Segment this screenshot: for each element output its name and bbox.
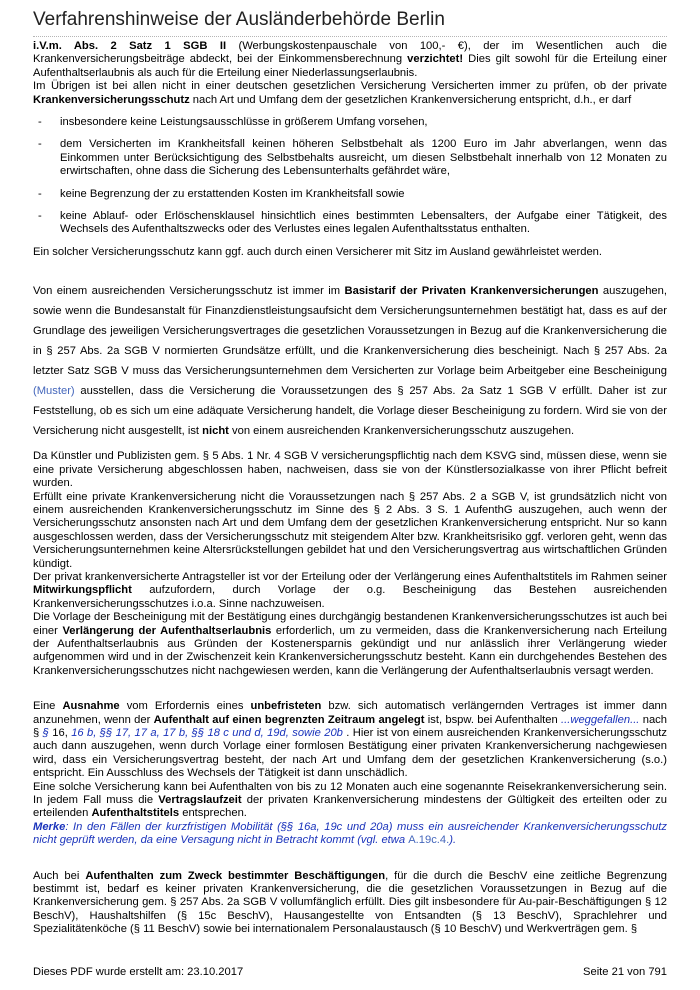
document-body — [33, 40, 667, 937]
paragraph-reisekrankenversicherung: Eine solche Versicherung kann bei Aufenthalten von bis zu 12 Monaten auch eine sogenannte Reisekrankenversicherung sein. In jedem Fall muss die Vertragslaufzeit der privaten Krankenversicherung mindestens der Gültigkeit des erteilten oder zu erteilenden Aufenthaltstitels entsprechen. — [33, 780, 667, 820]
paragraph-kuenstler: Da Künstler und Publizisten gem. § 5 Abs. 1 Nr. 4 SGB V versicherungspflichtig nach dem KSVG sind, müssen diese, wenn sie eine private Versicherung abgeschlossen haben, nachweisen, dass sie von der Künstlersozialkasse von ihrer Pflicht befreit wurden. — [33, 450, 667, 490]
paragraph-ausnahme: Eine Ausnahme vom Erfordernis eines unbefristeten bzw. sich automatisch verlängernden Vertrages ist immer dann anzunehmen, wenn der Aufenthalt auf einen begrenzten Zeitraum angelegt ist, bspw. bei Aufenthalten ...weggefallen... nach § § 16, 16 b, §§ 17, 17 a, 17 b, §§ 18 c und d, 19d, sowie 20b . Hier ist von einem ausreichenden Krankenversicherungsschutz auch dann auszugehen, wenn durch Vorlage einer formlosen Bestätigung einer privaten Krankenversicherung nachgewiesen wird, dass ein Versicherungsvertrag besteht, der nach Art und Umfang dem der gesetzlichen Krankenversicherung (s.o.) entspricht. Ein Ausschluss des Wechsels der Tätigkeit ist dann unschädlich. — [33, 700, 668, 780]
a19c4-link[interactable]: A.19c.4. — [408, 834, 450, 847]
bold-term: Krankenversicherungsschutz — [33, 93, 190, 106]
bold-term: i.V.m. Abs. 2 Satz 1 SGB II — [33, 40, 227, 52]
bold-term: Aufenthalten zum Zweck bestimmter Beschäftigungen — [85, 869, 386, 882]
bold-term: Mitwirkungspflicht — [33, 584, 132, 597]
paragraph-beschaeftigungen: Auch bei Aufenthalten zum Zweck bestimmter Beschäftigungen, für die durch die BeschV eine zeitliche Begrenzung bestimmt ist, bedarf es keiner privaten Krankenversicherung, die die gesetzlichen Voraussetzungen in Bezug auf die Krankenversicherung gem. § 257 Abs. 2a SGB V vollumfänglich erfüllt. Dies gilt insbesondere für Au-pair-Beschäftigungen § 12 BeschV), Haushaltshilfen (§ 15c BeschV), Hausangestellte von Entsandten (§ 13 BeschV), Sprachlehrer und Spezialitätenköche (§ 11 BeschV) sowie bei internationalem Personalaustausch (§ 10 BeschV) und Werkverträgen gem. § — [33, 869, 668, 936]
list-item: - keine Ablauf- oder Erlöschensklausel hinsichtlich eines bestimmten Lebensalters, der Aufgabe einer Tätigkeit, des Wechsels des Aufenthaltszwecks oder des Verlustes eines legalen Aufenthaltsstatus enthalten. — [38, 210, 667, 236]
paragraph-private-insurance-check: Im Übrigen ist bei allen nicht in einer deutschen gesetzlichen Versicherung Versicherten immer zu prüfen, ob der private Krankenversicherungsschutz nach Art und Umfang dem der gesetzlichen Krankenversicherung entspricht, d.h., er darf — [33, 80, 667, 106]
bold-term: Aufenthaltstitels — [91, 807, 180, 820]
creation-date: Dieses PDF wurde erstellt am: 23.10.2017 — [33, 966, 244, 978]
paragraph-basistarif: Von einem ausreichenden Versicherungsschutz ist immer im Basistarif der Privaten Krankenversicherungen auszugehen, sowie wenn die Bundesanstalt für Finanzdienstleistungsaufsicht dem Versicherungsunternehmen bestätigt hat, dass es auf der Grundlage des jeweiligen Versicherungsvertrages die gesetzlichen Voraussetzungen in Bezug auf die Krankenversicherung die in § 257 Abs. 2a SGB V normierten Grundsätze erfüllt, und die Krankenversicherung dies bescheinigt. Nach § 257 Abs. 2a letzter Satz SGB V muss das Versicherungsunternehmen dem Versicherten zur Vorlage beim Arbeitgeber eine Bescheinigung (Muster) ausstellen, dass die Versicherung die Voraussetzungen des § 257 Abs. 2a Satz 1 SGB V erfüllt. Daher ist zur Feststellung, ob es sich um eine adäquate Versicherung handelt, die Vorlage dieser Bescheinigung zu fordern. Wird sie von der Versicherung nicht ausgestellt, ist nicht von einem ausreichenden Krankenversicherungsschutz auszugehen. — [33, 285, 667, 438]
paragraph-257-requirements: Erfüllt eine private Krankenversicherung nicht die Voraussetzungen nach § 257 Abs. 2 a SGB V, ist grundsätzlich nicht von einem ausreichenden Krankenversicherungsschutz im Sinne des § 2 Abs. 3 S. 1 AufenthG auszugehen, auch wenn der Versicherungsschutz ansonsten nach Art und dem Umfang dem der gesetzlichen Krankenversicherung entspricht. Nur so kann ausgeschlossen werden, dass der Versicherungsschutz mit steigendem Alter bzw. Krankheitsrisiko ggf. verloren geht, wenn das Versicherungsunternehmen keine Altersrückstellungen gebildet hat und den Versicherungsvertrag aus wirtschaftlichen Gründen kündigt. — [33, 490, 667, 570]
bold-term: unbefristeten — [250, 700, 322, 713]
paragraph-verlaengerung: Die Vorlage der Bescheinigung mit der Bestätigung eines durchgängig bestandenen Krankenversicherungsschutzes ist auch bei einer Verlängerung der Aufenthaltserlaubnis erforderlich, um zu vermeiden, dass die Krankenversicherung nach Erteilung der Aufenthaltserlaubnis aus Gründen der Kostenersparnis gekündigt und nur anlässlich ihrer Verlängerung wieder aufgenommen wird und in der Zwischenzeit kein Krankenversicherungsschutz besteht. Kann ein durchgehendes Bestehen des Krankenversicherungsschutzes nicht nachgewiesen werden, kann die Verlängerung der Aufenthaltserlaubnis versagt werden. — [33, 611, 667, 677]
page-footer — [33, 966, 667, 978]
muster-link[interactable]: (Muster) — [33, 385, 75, 398]
page-number: Seite 21 von 791 — [583, 966, 667, 978]
weggefallen-link[interactable]: ...weggefallen... — [561, 713, 640, 726]
bold-term: Basistarif der Privaten Krankenversicherungen — [344, 285, 599, 298]
bold-term: Verlängerung der Aufenthaltserlaubnis — [62, 624, 272, 637]
list-item: - insbesondere keine Leistungsausschlüsse in größerem Umfang vorsehen, — [38, 116, 428, 129]
note-merke: Merke: In den Fällen der kurzfristigen Mobilität (§§ 16a, 19c und 20a) muss ein ausreichender Krankenversicherungsschutz nicht geprüft werden, da eine Versagung nicht in Betracht kommt (vgl. etwa A.19c.4.). — [33, 820, 667, 847]
bold-term: Ausnahme — [62, 700, 120, 713]
page-title: Verfahrenshinweise der Ausländerbehörde Berlin — [33, 9, 667, 37]
bold-term: verzichtet! — [407, 53, 464, 66]
list-item: - dem Versicherten im Krankheitsfall keinen höheren Selbstbehalt als 1200 Euro im Jahr abverlangen, wenn das Einkommen unter Berücksichtigung des Selbstbehalts ausreicht, um diesen Selbstbehalt innerhalb von 12 Monaten zu erwirtschaften, ohne dass die Sicherung des Lebensunterhalts gefährdet wäre, — [38, 138, 667, 178]
paragraph-foreign-insurer: Ein solcher Versicherungsschutz kann ggf. auch durch einen Versicherer mit Sitz im Ausland gewährleistet werden. — [33, 245, 602, 258]
bold-term: Vertragslaufzeit — [158, 794, 242, 807]
bold-term: Aufenthalt auf einen begrenzten Zeitraum angelegt — [153, 713, 425, 726]
paragraph-ref-link[interactable]: § — [42, 727, 49, 739]
list-item: - keine Begrenzung der zu erstattenden Kosten im Krankheitsfall sowie — [38, 187, 405, 200]
paragraph-werbungskosten: i.V.m. Abs. 2 Satz 1 SGB II (Werbungskostenpauschale von 100,- €), der im Wesentlichen auch die Krankenversicherungsbeiträge abdeckt, bei der Einkommensberechnung verzichtet! Dies gilt sowohl für die Erteilung einer Aufenthaltserlaubnis als auch für die Erteilung einer Niederlassungserlaubnis. — [33, 40, 668, 79]
paragraph-mitwirkungspflicht: Der privat krankenversicherte Antragsteller ist vor der Erteilung oder der Verlängerung eines Aufenthaltstitels im Rahmen seiner Mitwirkungspflicht aufzufordern, durch Vorlage der o.g. Bescheinigung das Bestehen ausreichenden Krankenversicherungsschutzes i.o.a. Sinne nachzuweisen. — [33, 570, 667, 610]
requirements-list — [33, 116, 667, 237]
paragraph-refs-link[interactable]: 16 b, §§ 17, 17 a, 17 b, §§ 18 c und d, 19d, sowie 20b — [71, 727, 343, 739]
bold-term: nicht — [202, 425, 229, 438]
